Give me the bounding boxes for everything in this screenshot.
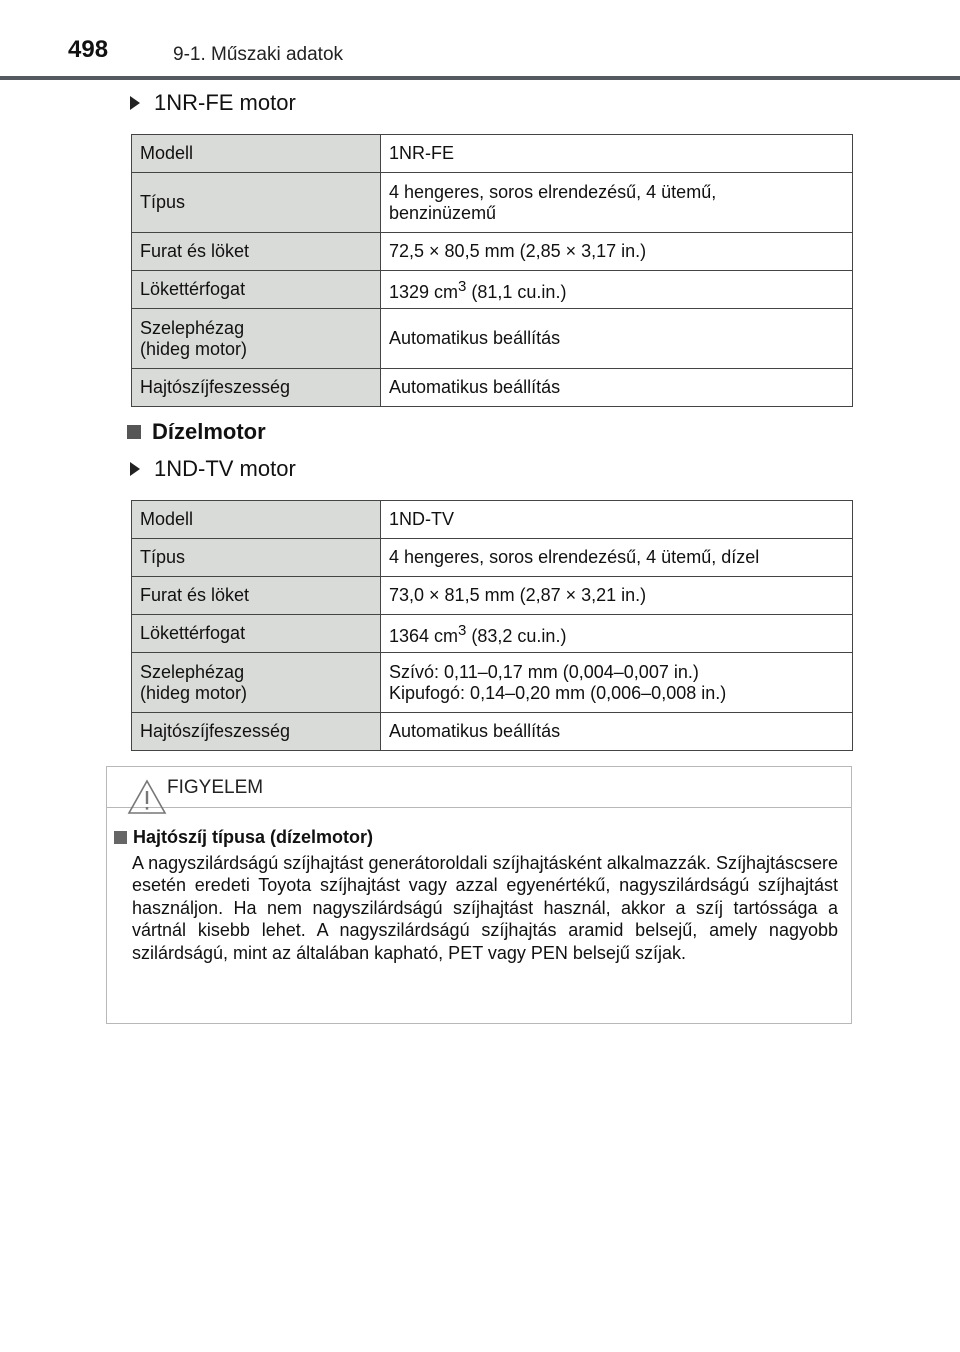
spec-value <box>381 615 853 653</box>
spec-value-rest: (81,1 cu.in.) <box>466 282 567 302</box>
spec-label <box>132 653 381 713</box>
warning-box-header <box>107 767 851 808</box>
table-row <box>132 309 853 369</box>
spec-label <box>132 309 381 369</box>
spec-value: Automatikus beállítás <box>381 713 853 751</box>
diesel-subheading <box>130 456 296 482</box>
spec-value: 1ND-TV <box>381 501 853 539</box>
spec-value <box>381 173 853 233</box>
spec-value: Automatikus beállítás <box>381 369 853 407</box>
warning-subtitle-text: Hajtószíj típusa (dízelmotor) <box>133 827 374 847</box>
table-row <box>132 615 853 653</box>
table-row <box>132 539 853 577</box>
spec-label-line: Szelephézag <box>140 317 245 338</box>
diesel-heading-text: Dízelmotor <box>152 419 266 444</box>
spec-value: 4 hengeres, soros elrendezésű, 4 ütemű, dízel <box>381 539 853 577</box>
spec-label-line: (hideg motor) <box>140 682 248 703</box>
spec-value-main: 1329 cm <box>389 282 459 302</box>
spec-label: Lökettérfogat <box>132 271 381 309</box>
header-rule <box>0 76 960 80</box>
table-row <box>132 713 853 751</box>
spec-value-sup: 3 <box>458 278 467 295</box>
diesel-heading <box>127 419 266 445</box>
spec-value-line: 4 hengeres, soros elrendezésű, 4 ütemű, <box>389 181 717 202</box>
spec-value: 1NR-FE <box>381 135 853 173</box>
warning-body: A nagyszilárdságú szíjhajtást generátoroldali szíjhajtásként alkalmazzák. Szíjhajtáscsere esetén eredeti Toyota szíjhajtást vagy azzal egyenértékű, nagyszilárdságú szíjhajtást használjon. Ha nem nagyszilárdságú szíjhajtást használ, akkor a szíj tartóssága a vártnál kisebb lehet. A nagyszilárdságú szíjhajtás aramid belsejű, amely nagyobb szilárdságú, mint az általában kapható, PET vagy PEN belsejű szíjak. <box>132 853 838 963</box>
triangle-bullet-icon <box>130 462 140 476</box>
spec-value: Automatikus beállítás <box>381 309 853 369</box>
warning-triangle-icon <box>127 779 167 815</box>
spec-label-line: (hideg motor) <box>140 338 248 359</box>
spec-label: Modell <box>132 135 381 173</box>
table-row <box>132 369 853 407</box>
spec-label: Hajtószíjfeszesség <box>132 713 381 751</box>
warning-title: FIGYELEM <box>167 777 264 798</box>
warning-box <box>106 766 852 1024</box>
spec-value <box>381 653 853 713</box>
petrol-subheading <box>130 90 296 116</box>
spec-value-line: Szívó: 0,11–0,17 mm (0,004–0,007 in.) <box>389 661 699 682</box>
spec-value-line: Kipufogó: 0,14–0,20 mm (0,006–0,008 in.) <box>389 682 727 703</box>
spec-value-sup: 3 <box>458 622 467 639</box>
diesel-spec-table <box>131 500 853 751</box>
table-row <box>132 501 853 539</box>
spec-label: Típus <box>132 173 381 233</box>
table-row <box>132 271 853 309</box>
spec-value <box>381 271 853 309</box>
warning-subtitle <box>114 827 373 848</box>
petrol-subheading-text: 1NR-FE motor <box>154 90 296 115</box>
diesel-subheading-text: 1ND-TV motor <box>154 456 296 481</box>
table-row <box>132 653 853 713</box>
section-title: 9-1. Műszaki adatok <box>173 44 344 65</box>
spec-value-main: 1364 cm <box>389 626 459 646</box>
table-row <box>132 135 853 173</box>
table-row <box>132 577 853 615</box>
spec-label-line: Szelephézag <box>140 661 245 682</box>
page-header <box>0 0 960 80</box>
spec-label: Típus <box>132 539 381 577</box>
spec-value-line: benzinüzemű <box>389 202 497 223</box>
spec-value-rest: (83,2 cu.in.) <box>466 626 567 646</box>
spec-label: Furat és löket <box>132 577 381 615</box>
triangle-bullet-icon <box>130 96 140 110</box>
spec-label: Lökettérfogat <box>132 615 381 653</box>
square-bullet-icon <box>114 831 127 844</box>
square-bullet-icon <box>127 425 141 439</box>
spec-label: Furat és löket <box>132 233 381 271</box>
table-row <box>132 173 853 233</box>
petrol-spec-table <box>131 134 853 407</box>
spec-value: 72,5 × 80,5 mm (2,85 × 3,17 in.) <box>381 233 853 271</box>
page-number: 498 <box>68 36 109 63</box>
spec-label: Modell <box>132 501 381 539</box>
spec-label: Hajtószíjfeszesség <box>132 369 381 407</box>
table-row <box>132 233 853 271</box>
spec-value: 73,0 × 81,5 mm (2,87 × 3,21 in.) <box>381 577 853 615</box>
